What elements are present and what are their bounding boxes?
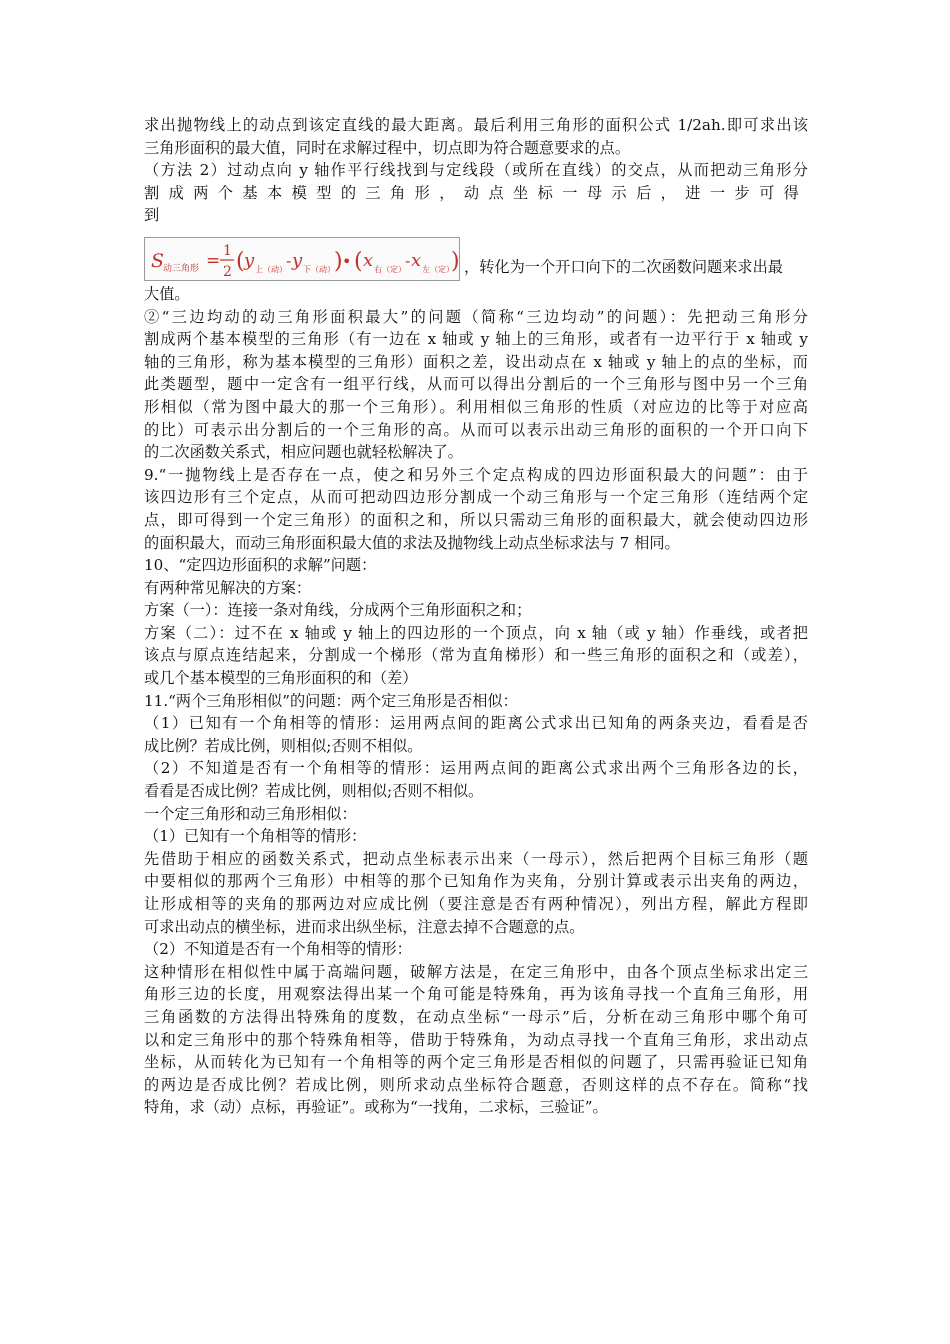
text-line: 的面积最大，而动三角形面积最大值的求法及抛物线上动点坐标求法与 7 相同。 <box>144 533 680 552</box>
text-line: 这种情形在相似性中属于高端问题，破解方法是，在定三角形中，由各个顶点坐标求出定三 <box>144 962 808 981</box>
text-line: 看看是否成比例？若成比例，则相似;否则不相似。 <box>144 782 484 801</box>
formula-row <box>144 231 808 281</box>
formula-x2: x <box>411 249 422 271</box>
text-line: 10、“定四边形面积的求解”问题： <box>144 556 377 575</box>
text-line: ②“三边均动的动三角形面积最大”的问题（简称“三边均动”的问题）：先把动三角形分 <box>144 307 808 326</box>
formula-y1: y <box>244 249 255 271</box>
text-line: 角形三边的长度，用观察法得出某一个角可能是特殊角，再为该角寻找一个直角三角形，用 <box>144 985 808 1004</box>
text-line: （方法 2）过动点向 y 轴作平行线找到与定线段（或所在直线）的交点，从而把动三角形分 <box>144 161 808 180</box>
text-line: 11.“两个三角形相似”的问题：两个定三角形是否相似： <box>144 691 518 710</box>
text-line: 该四边形有三个定点，从而可把动四边形分割成一个动三角形与一个定三角形（连结两个定 <box>144 488 808 507</box>
text-line: 形相似（常为图中最大的那一个三角形）。利用相似三角形的性质（对应边的比等于对应高 <box>144 397 808 416</box>
area-formula <box>145 238 461 282</box>
text-line: 割成两个基本模型的三角形，动点坐标一母示后，进一步可得到 <box>144 183 808 225</box>
text-line: 有两种常见解决的方案： <box>144 578 312 597</box>
text-line: 此类题型，题中一定含有一组平行线，从而可以得出分割后的一个三角形与图中另一个三角 <box>144 375 808 394</box>
text-line: 或几个基本模型的三角形面积的和（差） <box>144 669 418 688</box>
text-line: 三角函数的方法得出特殊角的度数，在动点坐标“一母示”后，分析在动三角形中哪个角可 <box>144 1007 808 1026</box>
text-line: 点，即可得到一个定三角形）的面积之和，所以只需动三角形的面积最大，就会使动四边形 <box>144 510 808 529</box>
text-line: 中要相似的那两个三角形）中相等的那个已知角作为夹角，分别计算或表示出夹角的两边， <box>144 872 808 891</box>
formula-y2: y <box>292 249 303 271</box>
text-line: 轴的三角形，称为基本模型的三角形）面积之差，设出动点在 x 轴或 y 轴上的点的坐标，而 <box>144 352 808 371</box>
paren-close-2: ) <box>451 248 460 274</box>
text-line: 方案（二）：过不在 x 轴或 y 轴上的四边形的一个顶点，向 x 轴（或 y 轴）作垂线，或者把 <box>144 623 808 642</box>
text-line: 让形成相等的夹角的那两边对应成比例（要注意是否有两种情况），列出方程，解此方程即 <box>144 895 808 913</box>
text-line: 一个定三角形和动三角形相似： <box>144 804 357 823</box>
text-line: 方案（一）：连接一条对角线，分成两个三角形面积之和； <box>144 601 532 620</box>
text-line: 的比）可表示出分割后的一个三角形的高。从而可以表示出动三角形的面积的一个开口向下 <box>144 420 808 439</box>
text-line: 成比例？若成比例，则相似;否则不相似。 <box>144 736 423 755</box>
text-line: 求出抛物线上的动点到该定直线的最大距离。最后利用三角形的面积公式 1/2ah.即可求出该 <box>144 116 808 134</box>
text-line: 割成两个基本模型的三角形（有一边在 x 轴或 y 轴上的三角形，或者有一边平行于 x 轴或 y <box>144 330 808 349</box>
formula-dot: • <box>342 251 352 271</box>
text-line: 三角形面积的最大值，同时在求解过程中，切点即为符合题意要求的点。 <box>144 138 630 157</box>
text-line: 大值。 <box>144 284 190 303</box>
body-paragraphs <box>144 283 808 1119</box>
text-line: 先借助于相应的函数关系式，把动点坐标表示出来（一母示），然后把两个目标三角形（题 <box>144 849 808 868</box>
formula-y1-sub: 上（动） <box>255 264 287 274</box>
text-line: 以和定三角形中的那个特殊角相等，借助于特殊角，为动点寻找一个直角三角形，求出动点 <box>144 1030 808 1049</box>
text-line: 特角，求（动）点标，再验证”。或称为“一找角，二求标，三验证”。 <box>144 1098 608 1117</box>
document-body <box>144 114 808 1119</box>
formula-s: S <box>151 249 165 272</box>
text-line: 坐标，从而转化为已知有一个角相等的两个定三角形是否相似的问题了，只需再验证已知角 <box>144 1053 808 1072</box>
text-line: （2）不知道是否有一个角相等的情形：运用两点间的距离公式求出两个三角形各边的长， <box>144 759 808 778</box>
formula-x2-sub: 左（定） <box>422 264 454 274</box>
text-line: 可求出动点的横坐标，进而求出纵坐标，注意去掉不合题意的点。 <box>144 917 585 936</box>
formula-y2-sub: 下（动） <box>303 264 335 274</box>
text-line: 9.“一抛物线上是否存在一点，使之和另外三个定点构成的四边形面积最大的问题”：由于 <box>144 465 808 484</box>
text-line: （2）不知道是否有一个角相等的情形： <box>144 940 412 959</box>
formula-minus: - <box>286 250 292 270</box>
text-line: （1）已知有一个角相等的情形：运用两点间的距离公式求出已知角的两条夹边，看看是否 <box>144 714 808 733</box>
formula-s-sub: 动三角形 <box>163 263 200 274</box>
paren-close-1: ) <box>334 248 343 274</box>
text-line: 的两边是否成比例？若成比例，则所求动点坐标符合题意，否则这样的点不存在。简称“找 <box>144 1075 808 1094</box>
formula-num: 1 <box>223 242 232 259</box>
paren-open-1: ( <box>236 248 245 274</box>
formula-den: 2 <box>223 263 232 280</box>
formula-eq: = <box>206 250 221 271</box>
text-line: 的二次函数关系式，相应问题也就轻松解决了。 <box>144 443 463 462</box>
formula-minus-2: - <box>405 250 411 270</box>
formula-x1: x <box>363 249 374 271</box>
formula-tail-text: ，转化为一个开口向下的二次函数问题来求出最 <box>464 258 783 277</box>
paren-open-2: ( <box>354 248 363 274</box>
formula-x1-sub: 右（定） <box>374 264 406 274</box>
text-line: （1）已知有一个角相等的情形： <box>144 827 367 846</box>
text-line: 该点与原点连结起来，分割成一个梯形（常为直角梯形）和一些三角形的面积之和（或差）， <box>144 646 808 665</box>
area-formula-image <box>144 237 460 281</box>
